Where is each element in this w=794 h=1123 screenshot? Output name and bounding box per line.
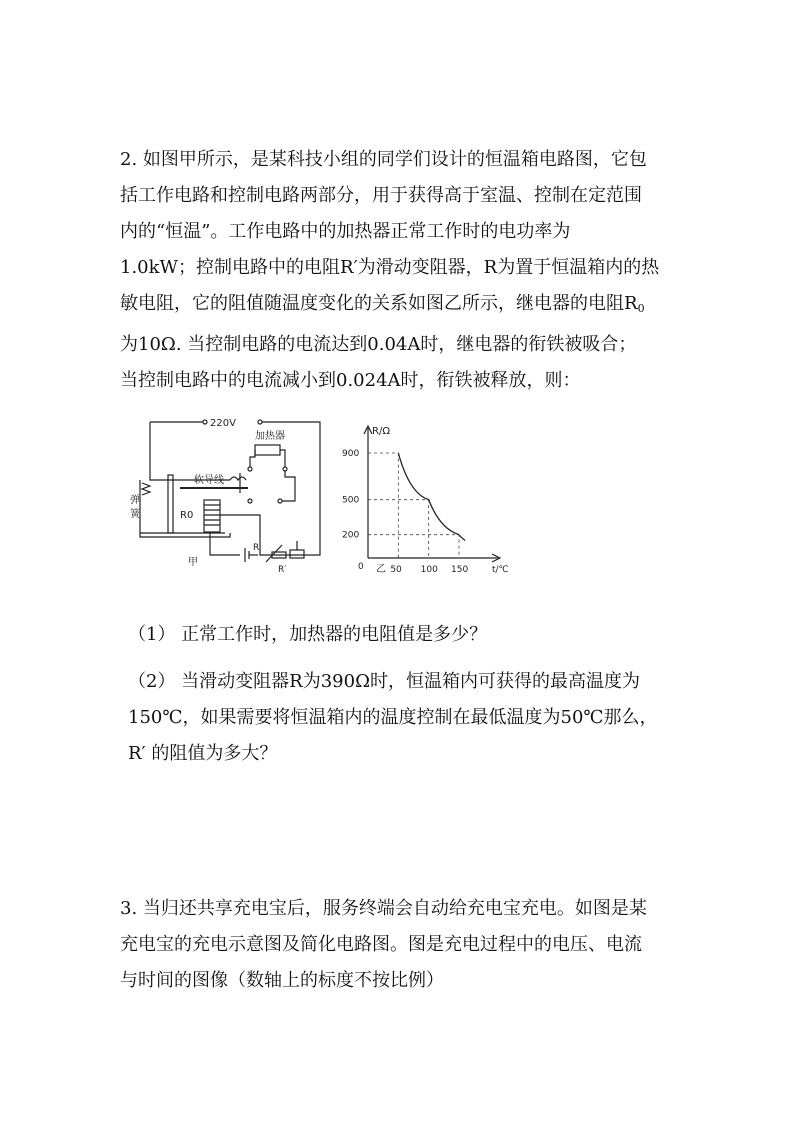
- r-label: R: [253, 543, 260, 553]
- q2-line-6: 为10Ω. 当控制电路的电流达到0.04A时，继电器的衔铁被吸合；: [120, 334, 637, 355]
- q2-line-7: 当控制电路中的电流减小到0.024A时，衔铁被释放，则：: [120, 370, 581, 391]
- y-tick-label: 200: [342, 530, 360, 541]
- figure-label-jia: 甲: [188, 557, 198, 568]
- q2-line-1: 2. 如图甲所示，是某科技小组的同学们设计的恒温箱电路图，它包: [120, 149, 647, 170]
- panel-label-yi: 乙: [376, 564, 386, 575]
- origin-label: 0: [358, 562, 364, 572]
- circuit-diagram: [130, 405, 340, 580]
- r-prime-label: R′: [278, 565, 287, 575]
- sub2-line-2: 150℃，如果需要将恒温箱内的温度控制在最低温度为50℃那么，: [128, 707, 658, 728]
- q2-line-5-text: 敏电阻，它的阻值随温度变化的关系如图乙所示，继电器的电阻R: [120, 293, 638, 314]
- x-tick-label: 100: [420, 565, 438, 575]
- x-axis-label: t/℃: [492, 565, 509, 575]
- heater-label: 加热器: [255, 431, 285, 442]
- q3-line-2: 充电宝的充电示意图及简化电路图。图是充电过程中的电压、电流: [120, 934, 642, 955]
- question-2-text: [120, 142, 680, 399]
- dashed-guide: [368, 535, 459, 558]
- dashed-guide: [368, 453, 398, 558]
- r0-label: R0: [180, 510, 194, 521]
- voltage-label: 220V: [210, 418, 236, 429]
- y-tick-label: 900: [342, 449, 360, 459]
- q2-line-5: [120, 286, 680, 327]
- sub2-line-3: R′ 的阻值为多大？: [128, 743, 278, 764]
- y-axis-label: R/Ω: [372, 426, 390, 437]
- q2-line-2: 括工作电路和控制电路两部分，用于获得高于室温、控制在定范围: [120, 185, 642, 206]
- y-tick-label: 500: [342, 495, 360, 506]
- x-tick-label: 50: [390, 565, 402, 575]
- resistance-temperature-chart: [338, 418, 528, 578]
- sub2-line-1: （2） 当滑动变阻器R为390Ω时，恒温箱内可获得的最高温度为: [128, 671, 641, 692]
- sub-question-1: （1） 正常工作时，加热器的电阻值是多少？: [128, 624, 488, 645]
- q2-line-4: 1.0kW；控制电路中的电阻R′为滑动变阻器，R为置于恒温箱内的热: [120, 257, 660, 278]
- question-3-text: [120, 891, 680, 999]
- q3-line-3: 与时间的图像（数轴上的标度不按比例）: [120, 970, 444, 991]
- soft-wire-label: 软导线: [194, 475, 224, 486]
- x-tick-label: 150: [451, 565, 469, 575]
- r0-subscript: 0: [637, 302, 645, 315]
- spring-label-1: 弹: [130, 495, 140, 506]
- q3-line-1: 3. 当归还共享充电宝后，服务终端会自动给充电宝充电。如图是某: [120, 898, 647, 919]
- spring-label-2: 簧: [130, 509, 140, 520]
- resistance-curve: [398, 453, 465, 541]
- q2-line-3: 内的“恒温”。工作电路中的加热器正常工作时的电功率为: [120, 221, 571, 242]
- sub-question-2: [128, 664, 688, 772]
